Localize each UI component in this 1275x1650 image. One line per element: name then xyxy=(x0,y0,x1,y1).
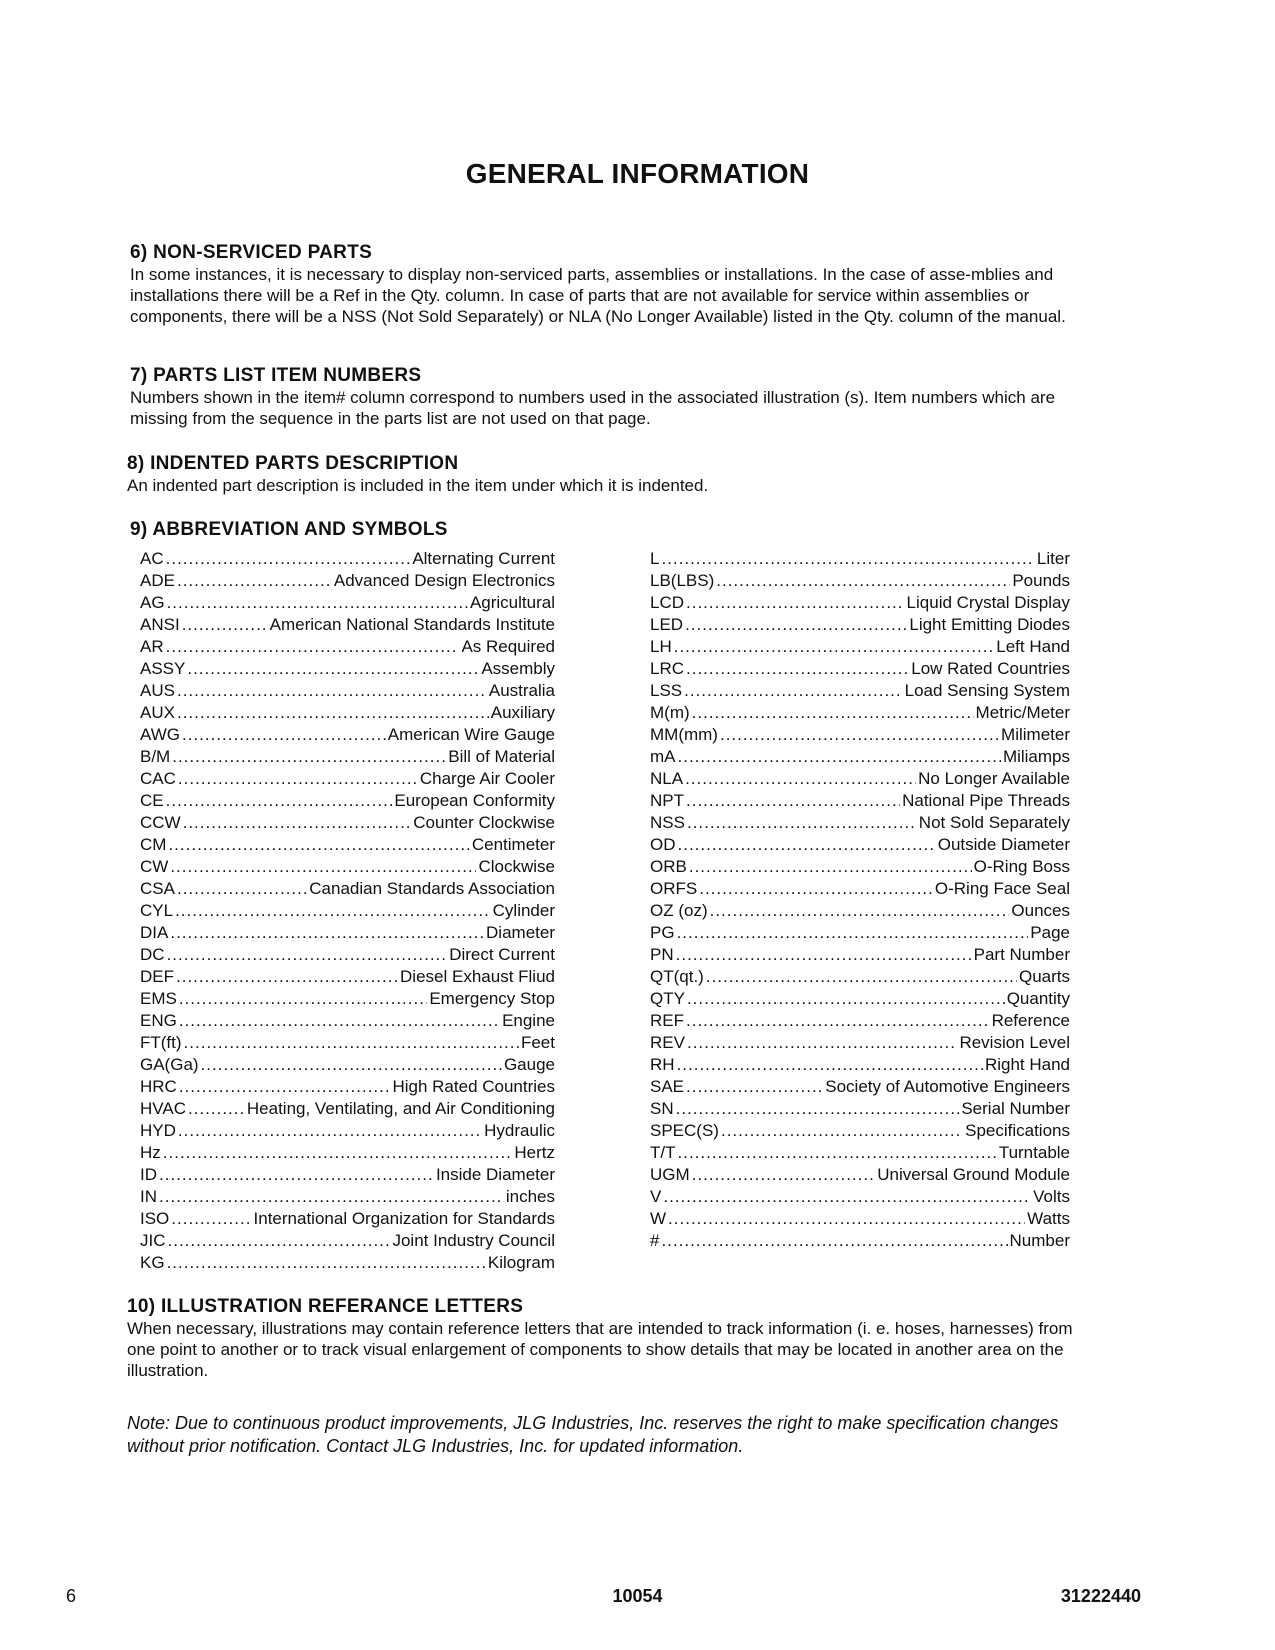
abbreviation-term: CCW xyxy=(140,813,181,832)
dot-leader xyxy=(676,1098,960,1120)
abbreviation-meaning: Auxiliary xyxy=(490,703,555,722)
abbreviation-meaning: Heating, Ventilating, and Air Conditioning xyxy=(246,1099,555,1118)
dot-leader xyxy=(686,658,909,680)
abbreviation-row xyxy=(650,1098,1070,1120)
abbreviation-row xyxy=(140,1032,555,1054)
abbreviation-term: LH xyxy=(650,637,672,656)
abbreviation-row xyxy=(650,1208,1070,1230)
abbreviation-row xyxy=(650,746,1070,768)
dot-leader xyxy=(188,1098,245,1120)
dot-leader xyxy=(177,680,487,702)
abbreviation-term: DEF xyxy=(140,967,174,986)
dot-leader xyxy=(179,988,427,1010)
dot-leader xyxy=(692,1164,876,1186)
abbreviation-row xyxy=(140,570,555,592)
disclaimer-note: Note: Due to continuous product improvements, JLG Industries, Inc. reserves the right to make specification changes without prior notification. Contact JLG Industries, Inc. for updated information. xyxy=(127,1413,1059,1456)
abbreviation-meaning: Clockwise xyxy=(478,857,555,876)
abbreviation-row xyxy=(650,636,1070,658)
section-non-serviced-parts xyxy=(130,242,1090,327)
abbreviation-meaning: Society of Automotive Engineers xyxy=(825,1077,1070,1096)
dot-leader xyxy=(677,1054,983,1076)
abbreviation-meaning: European Conformity xyxy=(394,791,555,810)
abbreviation-meaning: Gauge xyxy=(503,1055,555,1074)
dot-leader xyxy=(182,614,268,636)
abbreviation-row xyxy=(650,702,1070,724)
dot-leader xyxy=(678,834,936,856)
abbreviation-meaning: Light Emitting Diodes xyxy=(909,615,1070,634)
abbreviation-meaning: Counter Clockwise xyxy=(413,813,555,832)
abbreviation-row xyxy=(650,768,1070,790)
dot-leader xyxy=(710,900,1010,922)
dot-leader xyxy=(167,944,448,966)
abbreviation-term: OD xyxy=(650,835,676,854)
dot-leader xyxy=(677,922,1029,944)
abbreviation-term: ASSY xyxy=(140,659,186,678)
abbreviation-term: B/M xyxy=(140,747,171,766)
abbreviation-meaning: Milimeter xyxy=(1001,725,1070,744)
dot-leader xyxy=(166,548,411,570)
section-body: An indented part description is included in the item under which it is indented. xyxy=(127,476,709,495)
abbreviation-row xyxy=(650,570,1070,592)
abbreviation-row xyxy=(650,680,1070,702)
abbreviation-row xyxy=(650,724,1070,746)
abbreviation-term: EMS xyxy=(140,989,177,1008)
abbreviation-term: OZ (oz) xyxy=(650,901,708,920)
abbreviation-term: HVAC xyxy=(140,1099,186,1118)
dot-leader xyxy=(184,1032,519,1054)
abbreviation-meaning: Diameter xyxy=(486,923,555,942)
abbreviation-meaning: Ounces xyxy=(1011,901,1070,920)
dot-leader xyxy=(179,1010,500,1032)
dot-leader xyxy=(175,900,491,922)
abbreviation-row xyxy=(140,1230,555,1252)
abbreviation-row xyxy=(650,592,1070,614)
abbreviation-row xyxy=(650,944,1070,966)
dot-leader xyxy=(177,702,489,724)
dot-leader xyxy=(674,636,995,658)
dot-leader xyxy=(687,988,1005,1010)
dot-leader xyxy=(684,680,902,702)
abbreviation-term: NSS xyxy=(650,813,685,832)
dot-leader xyxy=(663,1186,1031,1208)
abbreviation-term: CM xyxy=(140,835,167,854)
dot-leader xyxy=(678,1142,997,1164)
abbreviation-term: CSA xyxy=(140,879,175,898)
dot-leader xyxy=(182,724,386,746)
abbreviation-term: REF xyxy=(650,1011,684,1030)
dot-leader xyxy=(661,548,1034,570)
abbreviation-row xyxy=(650,988,1070,1010)
abbreviation-meaning: Bill of Material xyxy=(448,747,555,766)
section-heading: 10) ILLUSTRATION REFERANCE LETTERS xyxy=(127,1296,524,1317)
abbreviation-term: T/T xyxy=(650,1143,676,1162)
abbreviation-meaning: Right Hand xyxy=(984,1055,1070,1074)
abbreviation-term: LRC xyxy=(650,659,685,678)
dot-leader xyxy=(168,834,469,856)
abbreviation-row xyxy=(140,944,555,966)
dot-leader xyxy=(166,636,460,658)
abbreviation-row xyxy=(140,636,555,658)
abbreviation-row xyxy=(650,1054,1070,1076)
abbreviation-meaning: Charge Air Cooler xyxy=(419,769,555,788)
abbreviation-term: AG xyxy=(140,593,165,612)
abbreviation-row xyxy=(140,966,555,988)
section-illustration-reference-letters xyxy=(127,1296,1087,1381)
section-heading: 7) PARTS LIST ITEM NUMBERS xyxy=(130,365,422,386)
dot-leader xyxy=(686,1010,990,1032)
abbreviation-term: AC xyxy=(140,549,164,568)
abbreviation-row xyxy=(140,1142,555,1164)
abbreviation-term: # xyxy=(650,1231,660,1250)
abbreviation-term: AR xyxy=(140,637,164,656)
abbreviation-row xyxy=(140,1010,555,1032)
abbreviation-meaning: Left Hand xyxy=(996,637,1070,656)
dot-leader xyxy=(170,856,476,878)
dot-leader xyxy=(689,856,972,878)
abbreviation-meaning: Low Rated Countries xyxy=(911,659,1070,678)
abbreviation-row xyxy=(650,548,1070,570)
abbreviation-row xyxy=(650,812,1070,834)
section-heading: 6) NON-SERVICED PARTS xyxy=(130,242,373,263)
abbreviation-term: LCD xyxy=(650,593,685,612)
abbreviation-term: L xyxy=(650,549,660,568)
abbreviation-row xyxy=(140,988,555,1010)
abbreviation-meaning: Centimeter xyxy=(471,835,555,854)
section-abbreviations xyxy=(130,519,1090,541)
abbreviation-list-left xyxy=(140,548,555,1274)
abbreviation-row xyxy=(140,1252,555,1274)
abbreviation-meaning: Hydraulic xyxy=(484,1121,555,1140)
abbreviation-meaning: Advanced Design Electronics xyxy=(333,571,555,590)
dot-leader xyxy=(176,966,398,988)
abbreviation-row xyxy=(140,1208,555,1230)
abbreviation-meaning: Serial Number xyxy=(961,1099,1070,1118)
abbreviation-term: PN xyxy=(650,945,674,964)
abbreviation-row xyxy=(140,856,555,878)
abbreviation-term: MM(mm) xyxy=(650,725,718,744)
abbreviation-row xyxy=(650,834,1070,856)
footer-center-code: 10054 xyxy=(612,1586,663,1606)
abbreviation-meaning: Part Number xyxy=(973,945,1070,964)
abbreviation-meaning: Alternating Current xyxy=(412,549,555,568)
abbreviation-meaning: American Wire Gauge xyxy=(387,725,555,744)
abbreviation-row xyxy=(650,966,1070,988)
dot-leader xyxy=(685,614,907,636)
dot-leader xyxy=(678,746,1001,768)
dot-leader xyxy=(171,1208,251,1230)
abbreviation-list-right xyxy=(650,548,1070,1252)
dot-leader xyxy=(201,1054,502,1076)
abbreviation-term: ORFS xyxy=(650,879,698,898)
abbreviation-term: NLA xyxy=(650,769,684,788)
abbreviation-meaning: Emergency Stop xyxy=(429,989,555,1008)
abbreviation-term: V xyxy=(650,1187,662,1206)
abbreviation-row xyxy=(140,592,555,614)
abbreviation-row xyxy=(650,1164,1070,1186)
dot-leader xyxy=(177,878,307,900)
abbreviation-row xyxy=(140,1164,555,1186)
abbreviation-term: SPEC(S) xyxy=(650,1121,719,1140)
abbreviation-meaning: Assembly xyxy=(481,659,555,678)
abbreviation-term: CE xyxy=(140,791,164,810)
abbreviation-meaning: Canadian Standards Association xyxy=(309,879,555,898)
abbreviation-row xyxy=(650,1142,1070,1164)
abbreviation-row xyxy=(140,1120,555,1142)
abbreviation-term: FT(ft) xyxy=(140,1033,182,1052)
abbreviation-meaning: Watts xyxy=(1027,1209,1070,1228)
abbreviation-term: CYL xyxy=(140,901,174,920)
dot-leader xyxy=(720,724,999,746)
abbreviation-meaning: Pounds xyxy=(1012,571,1070,590)
abbreviation-term: M(m) xyxy=(650,703,690,722)
abbreviation-term: HRC xyxy=(140,1077,177,1096)
abbreviation-meaning: National Pipe Threads xyxy=(902,791,1070,810)
abbreviation-row xyxy=(650,1010,1070,1032)
abbreviation-meaning: Kilogram xyxy=(487,1253,555,1272)
abbreviation-meaning: Revision Level xyxy=(959,1033,1070,1052)
abbreviation-term: LB(LBS) xyxy=(650,571,715,590)
dot-leader xyxy=(167,1252,486,1274)
abbreviation-meaning: Cylinder xyxy=(492,901,555,920)
dot-leader xyxy=(699,878,933,900)
abbreviation-meaning: Page xyxy=(1030,923,1070,942)
abbreviation-meaning: Liter xyxy=(1036,549,1070,568)
abbreviation-term: NPT xyxy=(650,791,684,810)
section-heading: 8) INDENTED PARTS DESCRIPTION xyxy=(127,453,459,474)
abbreviation-term: JIC xyxy=(140,1231,166,1250)
dot-leader xyxy=(687,1032,957,1054)
abbreviation-term: LSS xyxy=(650,681,683,700)
dot-leader xyxy=(187,658,479,680)
abbreviation-row xyxy=(140,768,555,790)
dot-leader xyxy=(661,1230,1007,1252)
dot-leader xyxy=(168,1230,391,1252)
abbreviation-term: ANSI xyxy=(140,615,180,634)
abbreviation-row xyxy=(140,1076,555,1098)
abbreviation-term: SN xyxy=(650,1099,674,1118)
dot-leader xyxy=(166,790,393,812)
abbreviation-term: AUX xyxy=(140,703,175,722)
abbreviation-meaning: Metric/Meter xyxy=(975,703,1070,722)
abbreviation-row xyxy=(650,856,1070,878)
abbreviation-row xyxy=(140,658,555,680)
dot-leader xyxy=(159,1186,504,1208)
dot-leader xyxy=(167,592,468,614)
abbreviation-term: HYD xyxy=(140,1121,176,1140)
abbreviation-term: DC xyxy=(140,945,165,964)
abbreviation-meaning: Turntable xyxy=(998,1143,1070,1162)
section-body: Numbers shown in the item# column correspond to numbers used in the associated illustration (s). Item numbers which are missing from the sequence in the parts list are not used on that page. xyxy=(130,388,1056,428)
abbreviation-meaning: Joint Industry Council xyxy=(392,1231,555,1250)
abbreviation-row xyxy=(650,790,1070,812)
abbreviation-meaning: Specifications xyxy=(965,1121,1070,1140)
abbreviation-meaning: Volts xyxy=(1033,1187,1070,1206)
abbreviation-meaning: Hertz xyxy=(514,1143,555,1162)
abbreviation-term: Hz xyxy=(140,1143,161,1162)
abbreviation-row xyxy=(140,1054,555,1076)
abbreviation-meaning: Inside Diameter xyxy=(435,1165,555,1184)
abbreviation-row xyxy=(650,1186,1070,1208)
abbreviation-term: GA(Ga) xyxy=(140,1055,199,1074)
abbreviation-meaning: Direct Current xyxy=(449,945,555,964)
footer-document-number: 31222440 xyxy=(1060,1586,1141,1606)
dot-leader xyxy=(178,768,418,790)
dot-leader xyxy=(716,570,1010,592)
abbreviation-meaning: Not Sold Separately xyxy=(918,813,1070,832)
abbreviation-row xyxy=(650,658,1070,680)
abbreviation-term: LED xyxy=(650,615,684,634)
abbreviation-meaning: Feet xyxy=(520,1033,555,1052)
abbreviation-row xyxy=(140,878,555,900)
section-heading: 9) ABBREVIATION AND SYMBOLS xyxy=(130,519,448,540)
abbreviation-meaning: Reference xyxy=(991,1011,1070,1030)
abbreviation-row xyxy=(140,548,555,570)
abbreviation-meaning: inches xyxy=(505,1187,555,1206)
abbreviation-term: REV xyxy=(650,1033,685,1052)
abbreviation-row xyxy=(140,724,555,746)
abbreviation-row xyxy=(140,834,555,856)
abbreviation-meaning: Load Sensing System xyxy=(904,681,1070,700)
abbreviation-meaning: As Required xyxy=(461,637,555,656)
abbreviation-row xyxy=(650,922,1070,944)
dot-leader xyxy=(686,790,900,812)
abbreviation-row xyxy=(140,702,555,724)
dot-leader xyxy=(686,592,905,614)
abbreviation-term: W xyxy=(650,1209,667,1228)
abbreviation-term: ORB xyxy=(650,857,687,876)
abbreviation-meaning: O-Ring Face Seal xyxy=(934,879,1070,898)
footer-page-number: 6 xyxy=(66,1586,77,1606)
abbreviation-term: mA xyxy=(650,747,676,766)
abbreviation-term: ISO xyxy=(140,1209,170,1228)
dot-leader xyxy=(183,812,412,834)
abbreviation-row xyxy=(650,1120,1070,1142)
abbreviation-row xyxy=(140,812,555,834)
dot-leader xyxy=(170,922,484,944)
abbreviation-term: KG xyxy=(140,1253,165,1272)
abbreviation-term: ID xyxy=(140,1165,157,1184)
abbreviation-meaning: Quarts xyxy=(1018,967,1070,986)
abbreviation-row xyxy=(140,614,555,636)
abbreviation-term: ENG xyxy=(140,1011,177,1030)
abbreviation-meaning: American National Standards Institute xyxy=(269,615,555,634)
abbreviation-meaning: Engine xyxy=(502,1011,555,1030)
section-indented-parts-description xyxy=(127,453,1087,496)
dot-leader xyxy=(668,1208,1025,1230)
abbreviation-row xyxy=(650,614,1070,636)
abbreviation-meaning: O-Ring Boss xyxy=(973,857,1070,876)
dot-leader xyxy=(179,1076,391,1098)
abbreviation-row xyxy=(140,1098,555,1120)
abbreviation-term: CW xyxy=(140,857,169,876)
abbreviation-term: SAE xyxy=(650,1077,685,1096)
abbreviation-term: DIA xyxy=(140,923,169,942)
abbreviation-term: QTY xyxy=(650,989,685,1008)
abbreviation-meaning: Agricultural xyxy=(469,593,555,612)
abbreviation-meaning: High Rated Countries xyxy=(392,1077,555,1096)
abbreviation-row xyxy=(140,922,555,944)
abbreviation-row xyxy=(140,746,555,768)
abbreviation-row xyxy=(140,790,555,812)
abbreviation-row xyxy=(650,1032,1070,1054)
dot-leader xyxy=(721,1120,963,1142)
dot-leader xyxy=(163,1142,513,1164)
dot-leader xyxy=(687,812,917,834)
dot-leader xyxy=(159,1164,434,1186)
abbreviation-row xyxy=(650,900,1070,922)
abbreviation-term: RH xyxy=(650,1055,675,1074)
abbreviation-meaning: Quantity xyxy=(1006,989,1070,1008)
abbreviation-row xyxy=(140,680,555,702)
abbreviation-row xyxy=(140,900,555,922)
abbreviation-meaning: International Organization for Standards xyxy=(253,1209,555,1228)
abbreviation-meaning: Australia xyxy=(488,681,555,700)
abbreviation-meaning: Diesel Exhaust Fliud xyxy=(400,967,555,986)
abbreviation-term: ADE xyxy=(140,571,175,590)
abbreviation-term: CAC xyxy=(140,769,176,788)
dot-leader xyxy=(172,746,446,768)
abbreviation-meaning: Miliamps xyxy=(1002,747,1070,766)
abbreviation-meaning: Liquid Crystal Display xyxy=(906,593,1070,612)
section-body: In some instances, it is necessary to display non-serviced parts, assemblies or installations. In the case of asse-mblies and installations there will be a Ref in the Qty. column. In case of parts that are not available for service within assemblies or components, there will be a NSS (Not Sold Separately) or NLA (No Longer Available) listed in the Qty. column of the manual. xyxy=(130,265,1066,326)
abbreviation-meaning: No Longer Available xyxy=(918,769,1070,788)
dot-leader xyxy=(685,768,916,790)
abbreviation-meaning: Outside Diameter xyxy=(937,835,1070,854)
abbreviation-term: QT(qt.) xyxy=(650,967,704,986)
abbreviation-meaning: Number xyxy=(1009,1231,1070,1250)
abbreviation-row xyxy=(650,1076,1070,1098)
abbreviation-row xyxy=(650,878,1070,900)
abbreviation-row xyxy=(650,1230,1070,1252)
dot-leader xyxy=(178,1120,482,1142)
section-body: When necessary, illustrations may contain reference letters that are intended to track information (i. e. hoses, harnesses) from one point to another or to track visual enlargement of components to show details that may be located in another area on the illustration. xyxy=(127,1319,1073,1380)
section-parts-list-item-numbers xyxy=(130,365,1090,429)
page-title: GENERAL INFORMATION xyxy=(465,158,810,189)
abbreviation-term: IN xyxy=(140,1187,157,1206)
abbreviation-term: AWG xyxy=(140,725,180,744)
dot-leader xyxy=(706,966,1017,988)
dot-leader xyxy=(177,570,332,592)
abbreviation-row xyxy=(140,1186,555,1208)
abbreviation-term: AUS xyxy=(140,681,175,700)
dot-leader xyxy=(686,1076,823,1098)
dot-leader xyxy=(676,944,972,966)
dot-leader xyxy=(692,702,974,724)
abbreviation-term: PG xyxy=(650,923,675,942)
abbreviation-meaning: Universal Ground Module xyxy=(877,1165,1070,1184)
abbreviation-term: UGM xyxy=(650,1165,690,1184)
